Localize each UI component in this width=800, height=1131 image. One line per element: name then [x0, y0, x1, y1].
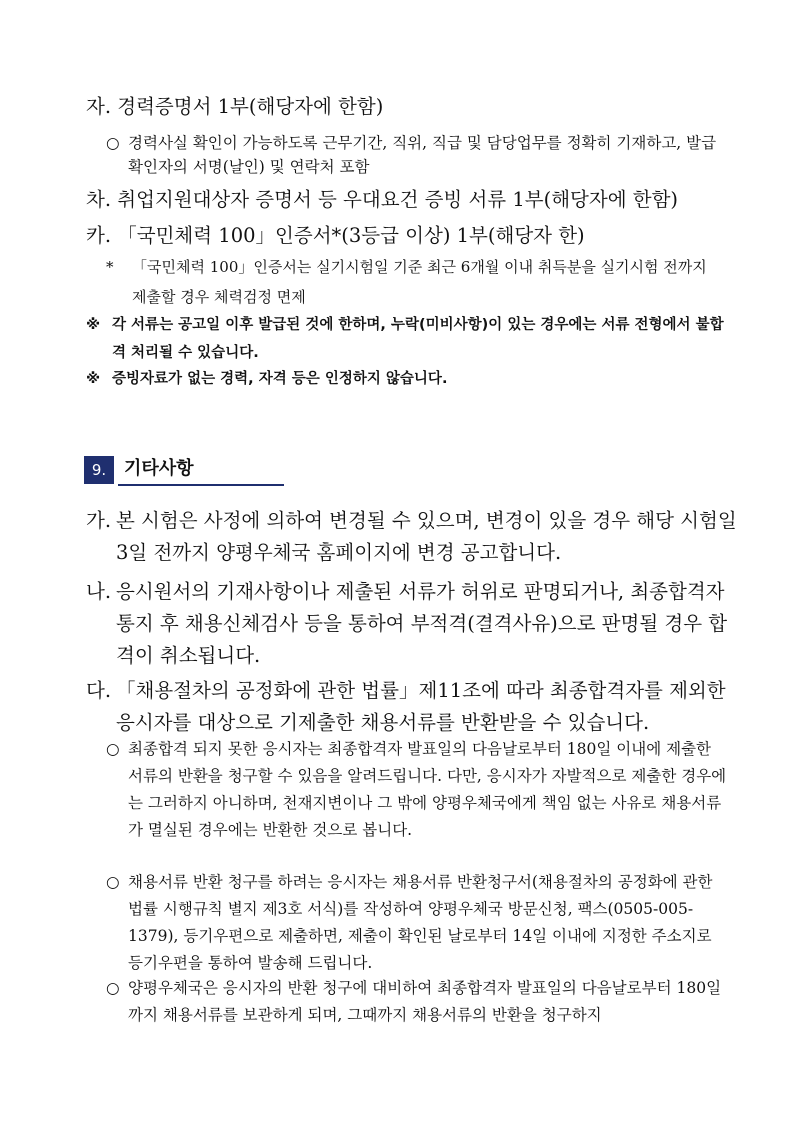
- paragraph-text: 본 시험은 사정에 의하여 변경될 수 있으며, 변경이 있을 경우 해당 시험일 3일 전까지 양평우체국 홈페이지에 변경 공고합니다.: [116, 509, 737, 564]
- paragraph-na: [86, 576, 738, 672]
- bullet-text: 채용서류 반환 청구를 하려는 응시자는 채용서류 반환청구서(채용절차의 공정화에 관한 법률 시행규칙 별지 제3호 서식)를 작성하여 양평우체국 방문신청, 팩스(0505-005-1379), 등기우편으로 제출하면, 제출이 확인된 날로부터 14일 이내에 지정한 주소지로 등기우편을 통하여 발송해 드립니다.: [128, 873, 713, 972]
- circle-bullet-icon: ○: [106, 740, 120, 758]
- circle-bullet-icon: ○: [106, 873, 120, 891]
- list-item-ka-footnote: [106, 252, 726, 312]
- notice-text: 각 서류는 공고일 이후 발급된 것에 한하며, 누락(미비사항)이 있는 경우에는 서류 전형에서 불합격 처리될 수 있습니다.: [112, 317, 724, 361]
- detail-text: 경력사실 확인이 가능하도록 근무기간, 직위, 직급 및 담당업무를 정확히 기재하고, 발급확인자의 서명(날인) 및 연락처 포함: [128, 134, 717, 176]
- list-item-ja-detail: [106, 131, 726, 179]
- notice-2: [86, 365, 728, 393]
- circle-bullet-icon: ○: [106, 134, 120, 152]
- paragraph-text: 응시원서의 기재사항이나 제출된 서류가 허위로 판명되거나, 최종합격자 통지 후 채용신체검사 등을 통하여 부적격(결격사유)으로 판명될 경우 합격이 취소됩니다.: [116, 580, 728, 667]
- bullet-2: [106, 869, 728, 977]
- section-number: 9.: [84, 456, 114, 484]
- item-marker: 가.: [86, 509, 112, 532]
- paragraph-text: 「채용절차의 공정화에 관한 법률」제11조에 따라 최종합격자를 제외한 응시자를 대상으로 기제출한 채용서류를 반환받을 수 있습니다.: [116, 679, 726, 734]
- item-text: 「국민체력 100」인증서*(3등급 이상) 1부(해당자 한): [117, 224, 585, 247]
- list-item-ka: [86, 224, 585, 248]
- notice-1: [86, 311, 728, 367]
- list-item-ja: [86, 95, 383, 119]
- item-marker: 차.: [86, 188, 112, 211]
- list-item-cha: [86, 188, 678, 212]
- item-text: 경력증명서 1부(해당자에 한함): [117, 95, 384, 118]
- section-heading: [84, 453, 284, 485]
- circle-bullet-icon: ○: [106, 979, 120, 997]
- section-underline: [118, 484, 284, 486]
- bullet-text: 양평우체국은 응시자의 반환 청구에 대비하여 최종합격자 발표일의 다음날로부터 180일까지 채용서류를 보관하게 되며, 그때까지 채용서류의 반환을 청구하지: [128, 979, 722, 1024]
- item-marker: 다.: [86, 679, 112, 702]
- item-text: 취업지원대상자 증명서 등 우대요건 증빙 서류 1부(해당자에 한함): [117, 188, 679, 211]
- paragraph-ga: [86, 505, 738, 569]
- asterisk-icon: *: [106, 258, 114, 276]
- reference-mark-icon: ※: [86, 371, 101, 387]
- section-title: 기타사항: [124, 458, 194, 479]
- notice-text: 증빙자료가 없는 경력, 자격 등은 인정하지 않습니다.: [112, 371, 448, 387]
- item-marker: 카.: [86, 224, 112, 247]
- bullet-3: [106, 975, 728, 1029]
- paragraph-da: [86, 675, 738, 739]
- reference-mark-icon: ※: [86, 317, 101, 333]
- bullet-1: [106, 736, 728, 844]
- footnote-text: 「국민체력 100」인증서는 실기시험일 기준 최근 6개월 이내 취득분을 실기시험 전까지 제출할 경우 체력검정 면제: [132, 258, 707, 306]
- item-marker: 나.: [86, 580, 112, 603]
- item-marker: 자.: [86, 95, 112, 118]
- bullet-text: 최종합격 되지 못한 응시자는 최종합격자 발표일의 다음날로부터 180일 이내에 제출한 서류의 반환을 청구할 수 있음을 알려드립니다. 다만, 응시자가 자발적으로 제출한 경우에는 그러하지 아니하며, 천재지변이나 그 밖에 양평우체국에게 책임 없는 사유로 채용서류가 멸실된 경우에는 반환한 것으로 봅니다.: [128, 740, 727, 839]
